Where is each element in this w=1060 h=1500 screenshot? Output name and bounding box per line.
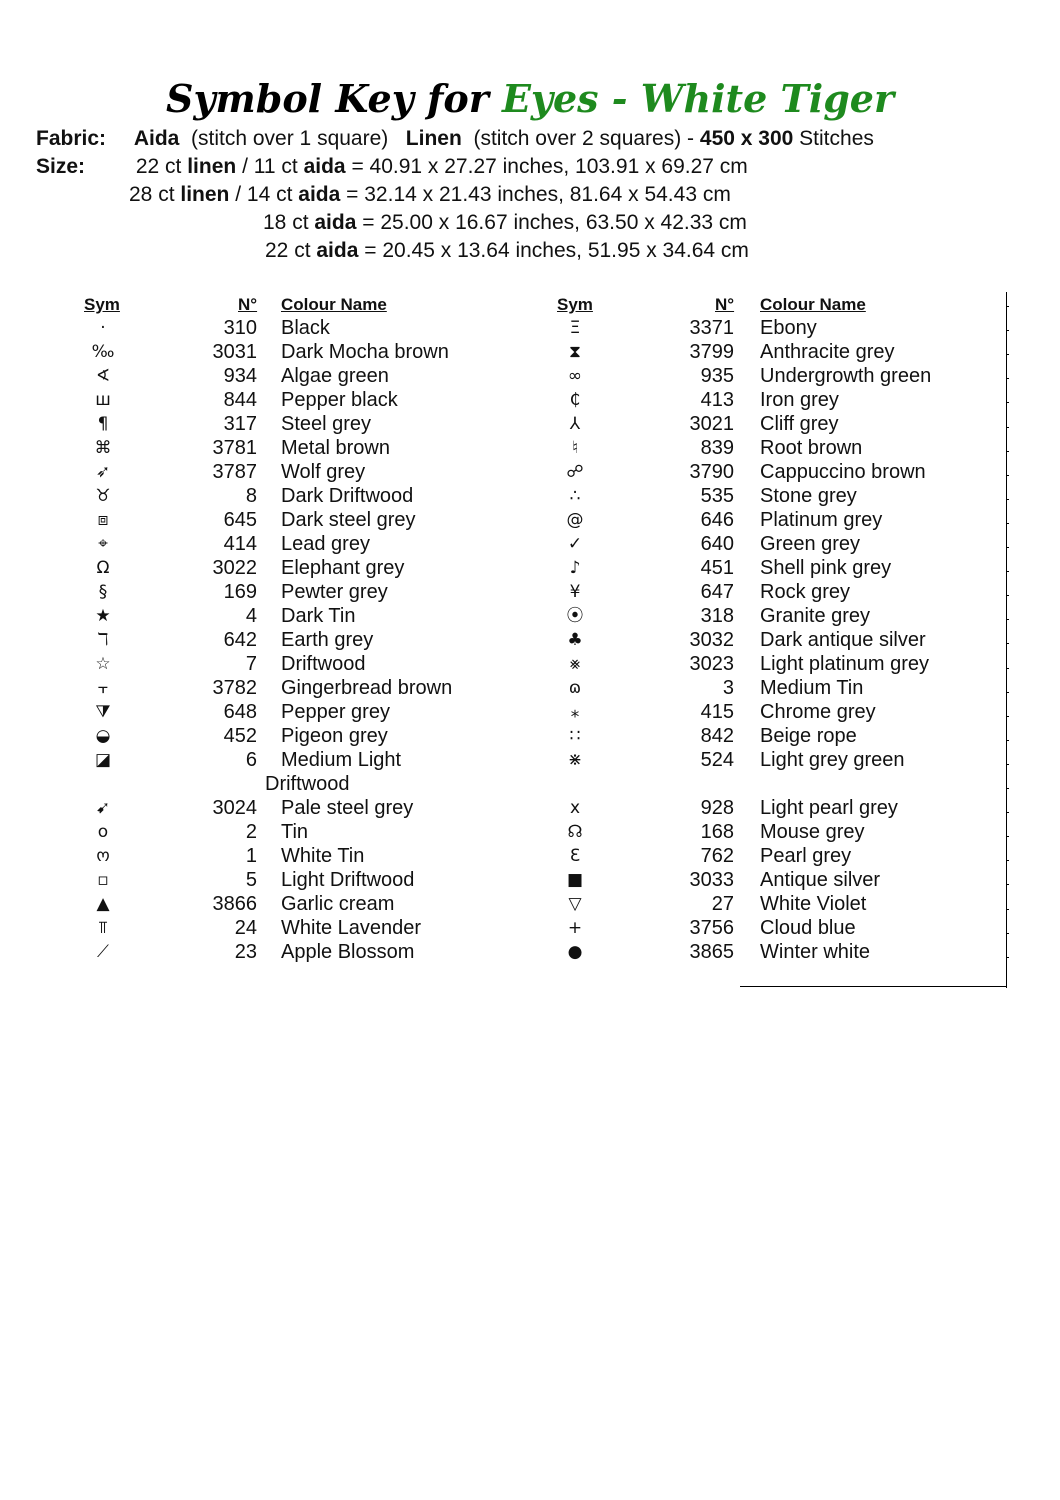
thread-number: 3032: [689, 629, 734, 651]
thread-number: 3866: [212, 893, 257, 915]
thread-number: 452: [223, 725, 257, 747]
colour-name: Driftwood: [281, 653, 366, 675]
size-fabric: linen: [187, 155, 237, 178]
stitch-symbol-icon: ⦿: [566, 606, 584, 626]
colour-name: White Lavender: [281, 917, 422, 939]
colour-name: Chrome grey: [760, 701, 876, 723]
colour-name: Dark antique silver: [760, 629, 926, 651]
thread-number: 3782: [212, 677, 257, 699]
header-sym-left: Sym: [84, 295, 120, 314]
size-line-4: [265, 239, 749, 263]
stitch-symbol-icon: Ω: [96, 558, 110, 578]
stitch-symbol-icon: ⧗: [569, 342, 581, 362]
border-tick: [1006, 643, 1009, 644]
thread-number: 928: [700, 797, 734, 819]
stitch-symbol-icon: ∴: [569, 486, 581, 506]
colour-name: Ebony: [760, 317, 817, 339]
fabric-aida-note: (stitch over 1 square): [191, 127, 389, 150]
border-tick: [1006, 668, 1009, 669]
colour-name: Dark Mocha brown: [281, 341, 449, 363]
thread-number: 23: [234, 941, 257, 963]
size-fabric: aida: [314, 211, 357, 234]
stitch-symbol-icon: @: [566, 510, 584, 530]
thread-number: 647: [700, 581, 734, 603]
stitch-symbol-icon: ⌖: [98, 534, 108, 554]
stitch-symbol-icon: ♉: [95, 486, 111, 506]
thread-number: 839: [700, 437, 734, 459]
thread-number: 3787: [212, 461, 257, 483]
colour-name: Steel grey: [281, 413, 372, 435]
thread-number: 317: [223, 413, 257, 435]
table-bottom-border: [740, 986, 1007, 987]
stitch-symbol-icon: ∢: [95, 366, 111, 386]
border-tick: [1006, 812, 1009, 813]
colour-name: Green grey: [760, 533, 861, 555]
colour-name: Mouse grey: [760, 821, 865, 843]
stitch-symbol-icon: ▫: [97, 870, 109, 890]
colour-name: Elephant grey: [281, 557, 405, 579]
thread-number: 3033: [689, 869, 734, 891]
colour-name: Pearl grey: [760, 845, 852, 867]
colour-name: Shell pink grey: [760, 557, 892, 579]
stitch-symbol-icon: ★: [95, 606, 111, 626]
header-name-left: Colour Name: [281, 295, 387, 314]
stitch-symbol-icon: ⧈: [97, 510, 109, 530]
stitch-symbol-icon: ➹: [95, 798, 111, 818]
stitch-symbol-icon: ⋇: [567, 750, 583, 770]
colour-name: Dark Tin: [281, 605, 356, 627]
border-tick: [1006, 619, 1009, 620]
thread-number: 3021: [689, 413, 734, 435]
border-tick: [1006, 909, 1009, 910]
thread-number: 3799: [689, 341, 734, 363]
colour-name: Earth grey: [281, 629, 374, 651]
stitch-symbol-icon: ⧩: [95, 702, 111, 722]
thread-number: 3790: [689, 461, 734, 483]
size-line-1: [36, 155, 748, 179]
border-tick: [1006, 764, 1009, 765]
colour-name: Garlic cream: [281, 893, 395, 915]
fabric-label: Fabric:: [36, 127, 107, 150]
stitch-symbol-icon: ◒: [95, 726, 111, 746]
thread-number: 844: [223, 389, 257, 411]
fabric-linen-note: (stitch over 2 squares) -: [473, 127, 695, 150]
stitch-symbol-icon: ₵: [569, 390, 581, 410]
size-count: 22 ct: [135, 155, 182, 178]
thread-number: 7: [245, 653, 257, 675]
stitch-symbol-icon: ⌘: [94, 438, 112, 458]
border-tick: [1006, 547, 1009, 548]
colour-name: White Tin: [281, 845, 365, 867]
thread-number: 3781: [212, 437, 257, 459]
border-tick: [1006, 306, 1009, 307]
size-fabric: aida: [298, 183, 341, 206]
size-fabric: linen: [180, 183, 230, 206]
thread-number: 640: [700, 533, 734, 555]
stitch-symbol-icon: ☆: [95, 654, 111, 674]
stitch-symbol-icon: ♣: [567, 630, 583, 650]
thread-number: 3: [722, 677, 734, 699]
size-value: = 32.14 x 21.43 inches, 81.64 x 54.43 cm: [346, 183, 731, 206]
colour-name: Stone grey: [760, 485, 857, 507]
header-num-left: N°: [238, 295, 258, 314]
thread-number: 3023: [689, 653, 734, 675]
stitch-symbol-icon: ■: [566, 870, 584, 890]
border-tick: [1006, 740, 1009, 741]
stitch-symbol-icon: Ɛ: [569, 846, 581, 866]
fabric-aida: Aida: [133, 127, 180, 150]
thread-number: 642: [223, 629, 257, 651]
border-tick: [1006, 933, 1009, 934]
thread-number: 2: [245, 821, 257, 843]
thread-number: 3371: [689, 317, 734, 339]
stitch-symbol-icon: ‰: [91, 342, 115, 362]
border-tick: [1006, 354, 1009, 355]
header-sym-right: Sym: [557, 295, 593, 314]
thread-number: 842: [700, 725, 734, 747]
colour-name: Cloud blue: [760, 917, 856, 939]
colour-name: Medium Tin: [760, 677, 864, 699]
stitch-symbol-icon: x: [569, 798, 581, 818]
colour-name: Dark steel grey: [281, 509, 416, 531]
stitch-symbol-icon: ш: [95, 390, 111, 410]
colour-name: Metal brown: [281, 437, 390, 459]
stitch-symbol-icon: ▽: [568, 894, 582, 914]
thread-number: 415: [700, 701, 734, 723]
size-fabric: aida: [303, 155, 346, 178]
thread-number: 169: [223, 581, 257, 603]
colour-name: Beige rope: [760, 725, 857, 747]
thread-number: 935: [700, 365, 734, 387]
colour-name: Antique silver: [760, 869, 881, 891]
stitch-symbol-icon: +: [567, 918, 583, 938]
thread-number: 318: [700, 605, 734, 627]
thread-number: 24: [234, 917, 257, 939]
stitch-dimensions: 450 x 300: [699, 127, 794, 150]
thread-number: 1: [245, 845, 257, 867]
title-pattern-name: Eyes - White Tiger: [501, 76, 894, 121]
colour-name: Apple Blossom: [281, 941, 415, 963]
colour-name: Black: [281, 317, 330, 339]
size-label: Size:: [36, 155, 86, 178]
colour-name: Platinum grey: [760, 509, 883, 531]
border-tick: [1006, 499, 1009, 500]
border-tick: [1006, 427, 1009, 428]
border-tick: [1006, 884, 1009, 885]
colour-name: Light grey green: [760, 749, 905, 771]
stitch-symbol-icon: ⫟: [97, 678, 109, 698]
thread-number: 5: [245, 869, 257, 891]
colour-name: Winter white: [760, 941, 871, 963]
colour-name-continued: Driftwood: [265, 773, 350, 795]
colour-name: Rock grey: [760, 581, 851, 603]
thread-number: 646: [700, 509, 734, 531]
size-count: 22 ct: [265, 239, 311, 262]
colour-name: Granite grey: [760, 605, 871, 627]
border-tick: [1006, 595, 1009, 596]
thread-number: 3756: [689, 917, 734, 939]
stitch-unit: Stitches: [799, 127, 874, 150]
stitch-symbol-icon: ⨳: [569, 654, 581, 674]
thread-number: 8: [245, 485, 257, 507]
size-count: / 14 ct: [235, 183, 293, 206]
stitch-symbol-icon: ⟋: [97, 942, 109, 962]
border-tick: [1006, 378, 1009, 379]
size-fabric: aida: [316, 239, 359, 262]
stitch-symbol-icon: Ξ: [569, 318, 581, 338]
header-name-right: Colour Name: [760, 295, 866, 314]
thread-number: 3022: [212, 557, 257, 579]
colour-name: Cappuccino brown: [760, 461, 926, 483]
colour-name: Lead grey: [281, 533, 370, 555]
size-line-3: [263, 211, 747, 235]
border-tick: [1006, 692, 1009, 693]
size-count: 18 ct: [263, 211, 309, 234]
header-num-right: N°: [715, 295, 735, 314]
stitch-symbol-icon: ⁎: [570, 702, 580, 722]
size-value: = 25.00 x 16.67 inches, 63.50 x 42.33 cm: [362, 211, 747, 234]
title-prefix: Symbol Key for: [166, 76, 489, 121]
thread-number: 3031: [212, 341, 257, 363]
border-tick: [1006, 788, 1009, 789]
border-tick: [1006, 523, 1009, 524]
stitch-symbol-icon: ▲: [96, 894, 110, 914]
size-value: = 40.91 x 27.27 inches, 103.91 x 69.27 cm: [351, 155, 748, 178]
thread-number: 4: [245, 605, 257, 627]
size-value: = 20.45 x 13.64 inches, 51.95 x 34.64 cm: [364, 239, 749, 262]
colour-name: Cliff grey: [760, 413, 839, 435]
stitch-symbol-icon: ⅄: [569, 414, 581, 434]
border-tick: [1006, 836, 1009, 837]
stitch-symbol-icon: o: [97, 822, 109, 842]
fabric-linen: Linen: [405, 127, 462, 150]
thread-number: 27: [711, 893, 734, 915]
page-title: [0, 76, 1060, 121]
border-tick: [1006, 860, 1009, 861]
thread-number: 310: [223, 317, 257, 339]
thread-number: 645: [223, 509, 257, 531]
thread-number: 762: [700, 845, 734, 867]
border-tick: [1006, 402, 1009, 403]
colour-name: Gingerbread brown: [281, 677, 453, 699]
colour-name: Dark Driftwood: [281, 485, 414, 507]
stitch-symbol-icon: ➶: [95, 462, 111, 482]
size-count: 28 ct: [129, 183, 175, 206]
colour-name: Tin: [281, 821, 309, 843]
stitch-symbol-icon: ɷ: [568, 678, 582, 698]
colour-name: Pigeon grey: [281, 725, 388, 747]
colour-name: Pewter grey: [281, 581, 388, 603]
thread-number: 451: [700, 557, 734, 579]
stitch-symbol-icon: ¥: [569, 582, 581, 602]
stitch-symbol-icon: ●: [567, 942, 583, 962]
stitch-symbol-icon: ¶: [97, 414, 109, 434]
colour-name: Pepper black: [281, 389, 398, 411]
thread-number: 168: [700, 821, 734, 843]
stitch-symbol-icon: ∷: [569, 726, 581, 746]
colour-name: Light Driftwood: [281, 869, 415, 891]
stitch-symbol-icon: ·: [100, 318, 106, 338]
colour-name: Light platinum grey: [760, 653, 929, 675]
thread-number: 648: [223, 701, 257, 723]
stitch-symbol-icon: ◪: [94, 750, 112, 770]
stitch-symbol-icon: ☊: [567, 822, 583, 842]
border-tick: [1006, 957, 1009, 958]
thread-number: 524: [700, 749, 734, 771]
colour-name: Pepper grey: [281, 701, 390, 723]
colour-name: Medium Light: [281, 749, 402, 771]
thread-number: 413: [700, 389, 734, 411]
colour-name: Light pearl grey: [760, 797, 898, 819]
stitch-symbol-icon: ∞: [567, 366, 583, 386]
colour-name: Wolf grey: [281, 461, 366, 483]
border-tick: [1006, 451, 1009, 452]
colour-name: Root brown: [760, 437, 863, 459]
stitch-symbol-icon: ო: [96, 846, 110, 866]
size-line-2: [129, 183, 731, 207]
stitch-symbol-icon: ♪: [569, 558, 581, 578]
stitch-symbol-icon: ♮: [571, 438, 579, 458]
colour-name: Iron grey: [760, 389, 839, 411]
size-count: / 11 ct: [242, 155, 298, 178]
stitch-symbol-icon: ☍: [566, 462, 584, 482]
thread-number: 3865: [689, 941, 734, 963]
colour-name: Undergrowth green: [760, 365, 932, 387]
stitch-symbol-icon: ✓: [567, 534, 583, 554]
colour-name: Algae green: [281, 365, 389, 387]
border-tick: [1006, 716, 1009, 717]
border-tick: [1006, 571, 1009, 572]
colour-name: Anthracite grey: [760, 341, 895, 363]
colour-name: Pale steel grey: [281, 797, 414, 819]
thread-number: 3024: [212, 797, 257, 819]
thread-number: 934: [223, 365, 257, 387]
border-tick: [1006, 330, 1009, 331]
thread-number: 6: [245, 749, 257, 771]
colour-name: White Violet: [760, 893, 867, 915]
thread-number: 535: [700, 485, 734, 507]
stitch-symbol-icon: ⫪: [98, 918, 108, 938]
fabric-line: [36, 127, 874, 151]
border-tick: [1006, 475, 1009, 476]
thread-number: 414: [223, 533, 257, 555]
stitch-symbol-icon: ℸ: [97, 630, 109, 650]
stitch-symbol-icon: §: [98, 582, 108, 602]
